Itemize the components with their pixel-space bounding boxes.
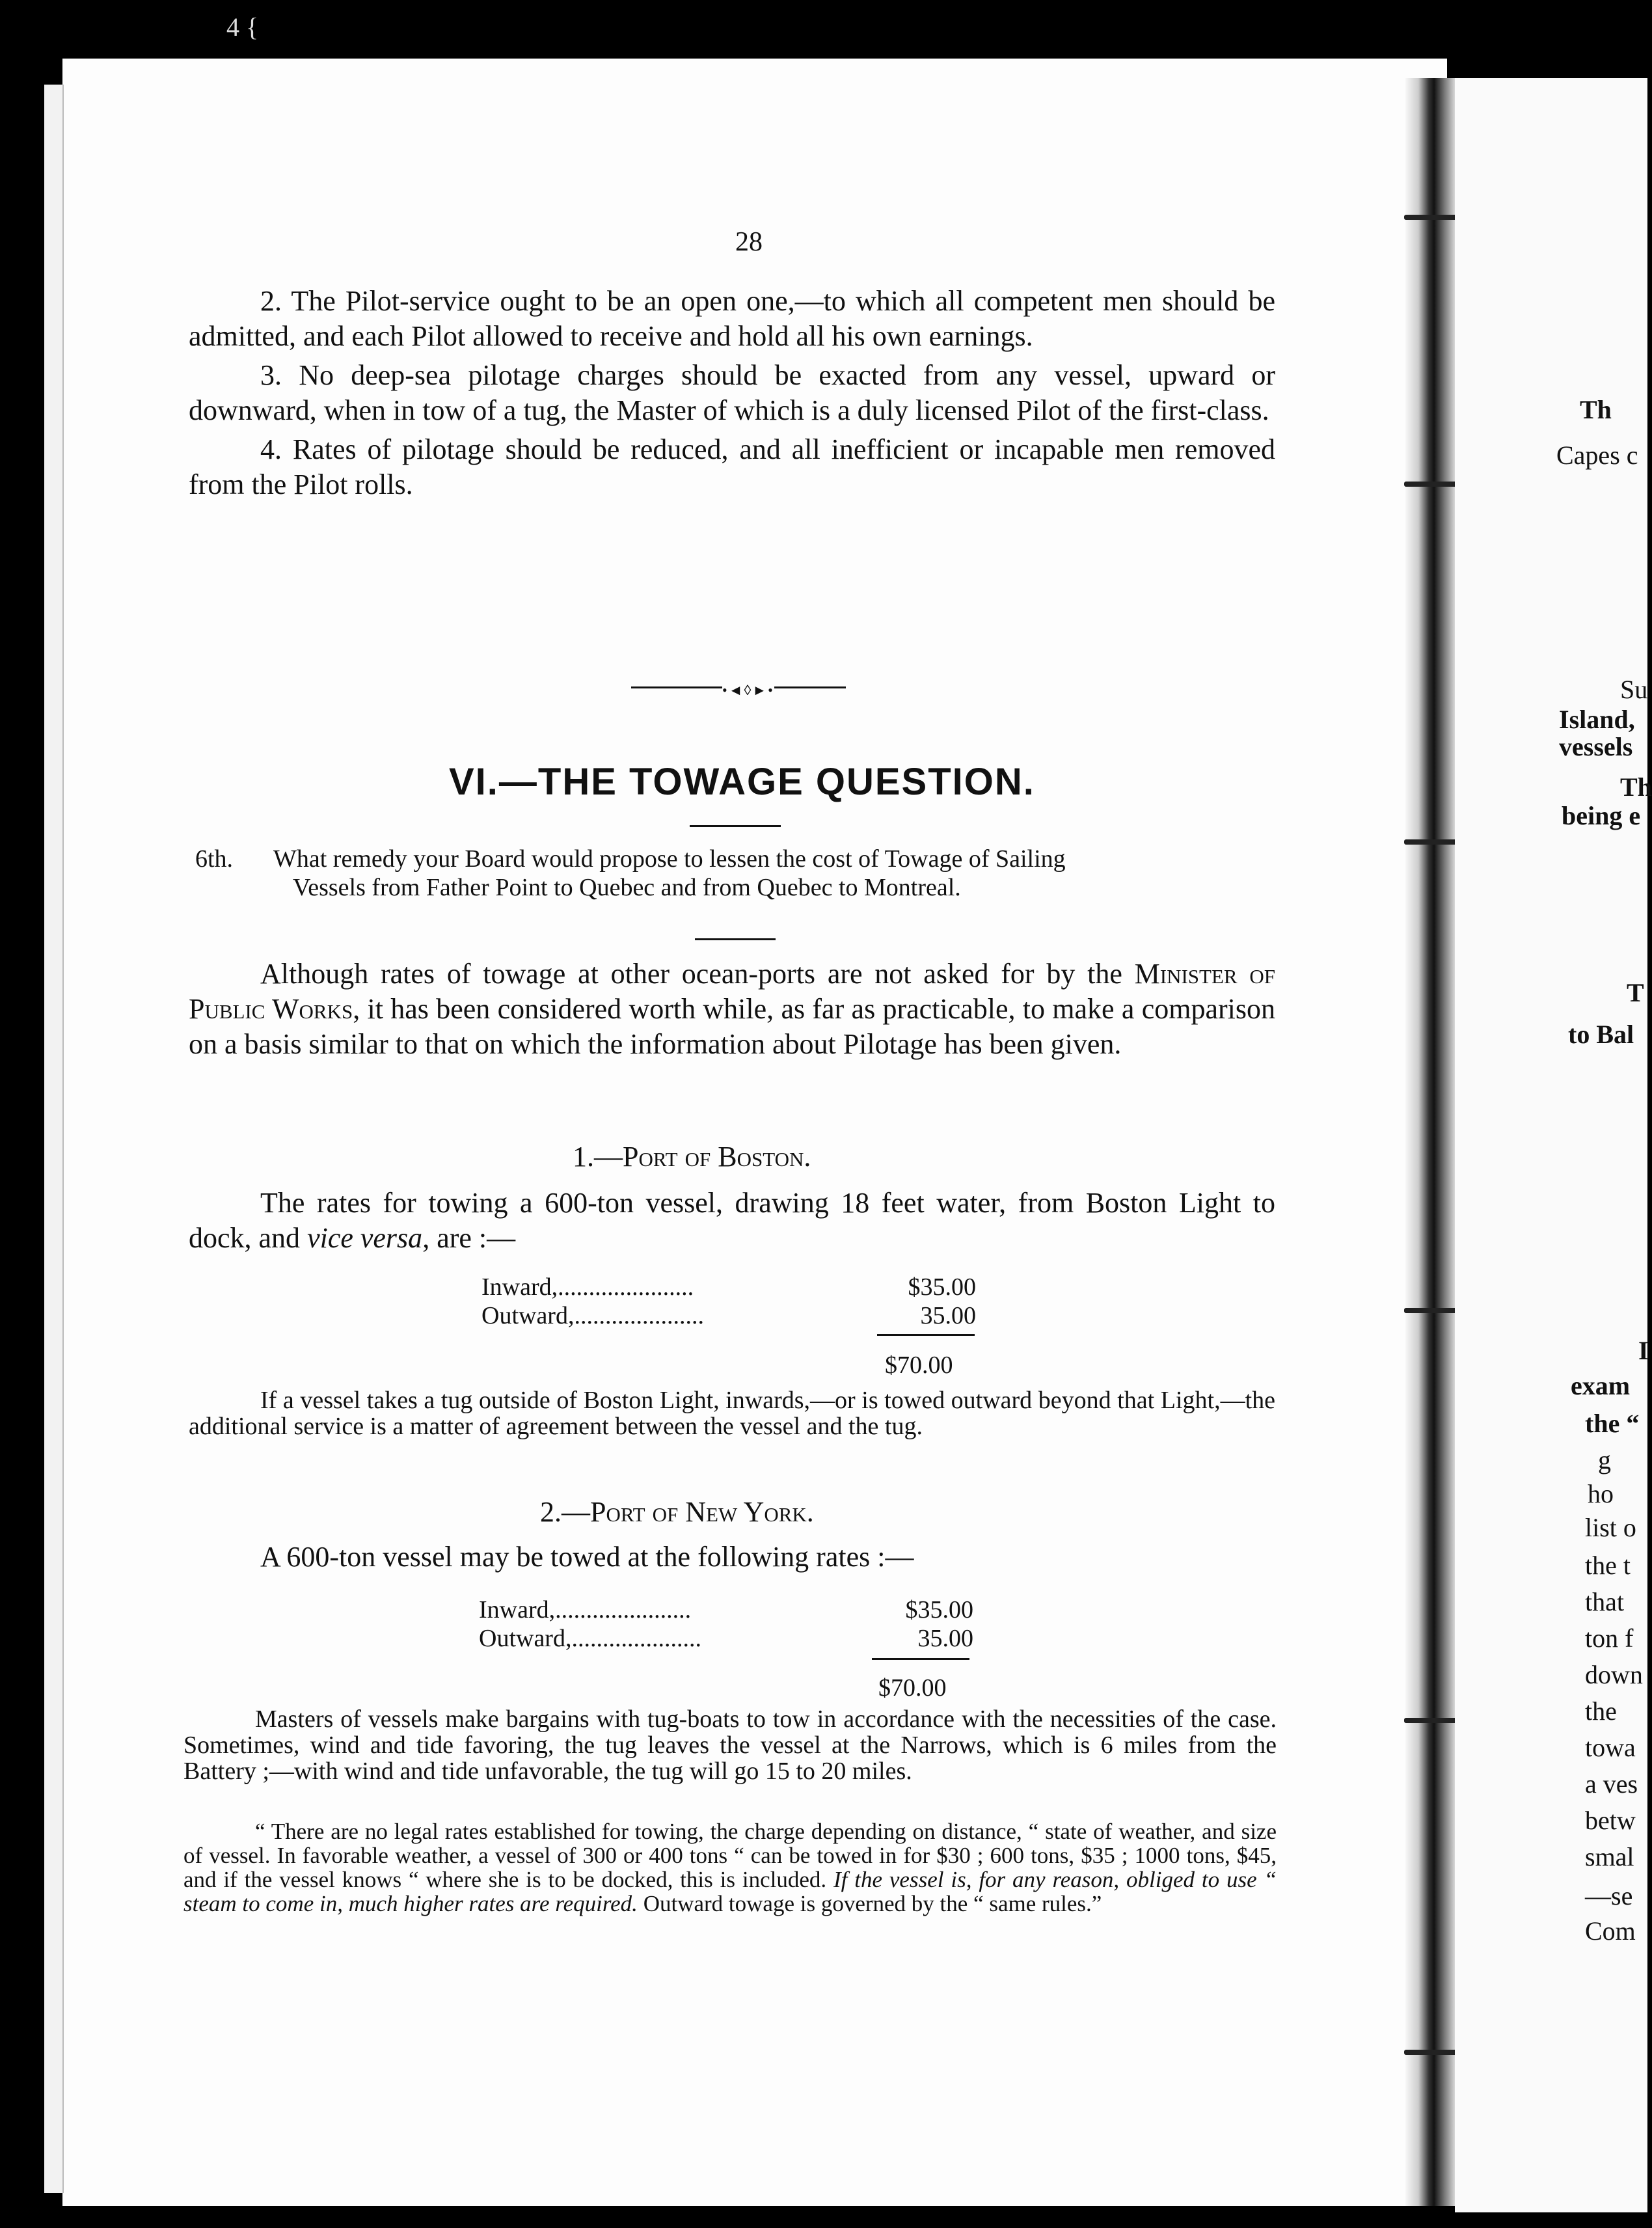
right-fragment: Com: [1585, 1916, 1636, 1946]
margin-specks: 4 {: [226, 12, 259, 42]
right-fragment: the t: [1585, 1551, 1631, 1580]
right-fragment: a ves: [1585, 1769, 1638, 1799]
rate-row-outward: Outward,..................... 35.00: [481, 1302, 976, 1329]
binding-stitch: [1404, 215, 1460, 220]
right-fragment: towa: [1585, 1733, 1636, 1762]
recommendations: [189, 284, 1275, 502]
right-fragment: g: [1598, 1445, 1611, 1474]
right-fragment: I: [1638, 1336, 1649, 1365]
quote-text-after: Outward towage is governed by the “ same rules.”: [637, 1891, 1102, 1916]
right-fragment: T: [1627, 978, 1644, 1007]
page-number: 28: [735, 227, 763, 257]
rate-row-inward: Inward,...................... $35.00: [481, 1273, 976, 1301]
right-fragment: —se: [1585, 1881, 1633, 1910]
rate-row-outward: Outward,..................... 35.00: [479, 1625, 973, 1652]
rate-row-inward: Inward,...................... $35.00: [479, 1596, 973, 1623]
minister-of-public-works: Minister of Public Works: [189, 958, 1275, 1025]
right-fragment: exam: [1571, 1371, 1631, 1400]
ornament-glyph: •◄◊►•: [722, 682, 774, 698]
newyork-note: Masters of vessels make bargains with tug-boats to tow in accordance with the necessities of the case. Sometimes, wind and tide favoring, the tug leaves the vessel at the Narrows, which is 6 miles from the Battery ;—with wind and tide unfavorable, the tug will go 15 to 20 miles.: [183, 1705, 1277, 1785]
binding-stitch: [1404, 1308, 1460, 1313]
newyork-quote: [183, 1819, 1277, 1916]
intro-text-before: Although rates of towage at other ocean-ports are not asked for by the: [260, 958, 1135, 990]
newyork-intro: A 600-ton vessel may be towed at the following rates :—: [260, 1541, 914, 1573]
title-rule: [690, 825, 781, 827]
boston-rates-table: [481, 1273, 976, 1330]
question-block: [195, 845, 1275, 902]
boston-text-before: The rates for towing a 600-ton vessel, drawing 18 feet water, from Boston Light to dock, and: [189, 1187, 1275, 1254]
question-line-1: What remedy your Board would propose to lessen the cost of Towage of Sailing: [273, 845, 1066, 873]
boston-sum-rule: [877, 1334, 975, 1336]
newyork-sum-rule: [872, 1658, 969, 1660]
right-fragment: Th: [1580, 395, 1612, 424]
binding-stitch: [1404, 2050, 1460, 2055]
right-fragment: ton f: [1585, 1623, 1634, 1653]
right-fragment: vessels: [1559, 732, 1633, 761]
right-fragment: Su: [1620, 675, 1648, 704]
boston-total: $70.00: [885, 1352, 953, 1379]
section-title: VI.—THE TOWAGE QUESTION.: [449, 761, 1035, 803]
binding-stitch: [1404, 839, 1460, 845]
right-fragment: the “: [1585, 1409, 1640, 1438]
recommendation-2: 2. The Pilot-service ought to be an open one,—to which all competent men should be admitted, and each Pilot allowed to receive and hold all his own earnings.: [189, 285, 1275, 352]
intro-text-after: , it has been considered worth while, as far as practicable, to make a comparison on a basis similar to that on which the information about Pilotage has been given.: [189, 993, 1275, 1060]
right-fragment: that: [1585, 1587, 1624, 1616]
quote-text-before: “ There are no legal rates established for towing, the charge depending on distance, “ state of weather, and size of vessel. In favorable weather, a vessel of 300 or 400 tons “ can be towed in for $30 ; 600 tons, $35 ; 1000 tons, $45, and if the vessel knows “ where she is to be docked, this is included.: [183, 1819, 1277, 1892]
binding-stitch: [1404, 482, 1460, 487]
right-fragment: Capes c: [1556, 441, 1638, 470]
question-rule: [695, 938, 776, 940]
recommendation-4: 4. Rates of pilotage should be reduced, and all inefficient or incapable men removed from the Pilot rolls.: [189, 433, 1275, 500]
right-fragment: Th: [1620, 772, 1652, 802]
right-fragment: to Bal: [1568, 1020, 1634, 1049]
book-gutter: [1405, 78, 1457, 2206]
boston-heading: 1.—Port of Boston.: [573, 1141, 811, 1173]
boston-intro: [189, 1186, 1275, 1256]
boston-note: If a vessel takes a tug outside of Boston Light, inwards,—or is towed outward beyond that Light,—the additional service is a matter of agreement between the vessel and the tug.: [189, 1387, 1275, 1440]
intro-paragraph: [189, 957, 1275, 1062]
vice-versa: vice versa: [307, 1222, 423, 1254]
question-number: 6th.: [195, 845, 234, 873]
right-fragment: down: [1585, 1660, 1643, 1689]
newyork-total: $70.00: [878, 1674, 947, 1702]
recommendation-3: 3. No deep-sea pilotage charges should be exacted from any vessel, upward or downward, when in tow of a tug, the Master of which is a duly licensed Pilot of the first-class.: [189, 359, 1275, 426]
boston-text-after: , are :—: [422, 1222, 516, 1254]
quote-italic: If the vessel is, for any reason, obliged to use “ steam to come in, much higher rates are required.: [183, 1867, 1277, 1916]
right-fragment: Island,: [1559, 705, 1635, 734]
right-fragment: being e: [1562, 801, 1641, 830]
right-fragment: the: [1585, 1696, 1617, 1726]
newyork-rates-table: [479, 1596, 973, 1653]
newyork-heading: 2.—Port of New York.: [540, 1496, 814, 1528]
binding-stitch: [1404, 1718, 1460, 1723]
right-fragment: ho: [1588, 1479, 1614, 1508]
right-fragment: list o: [1585, 1513, 1636, 1542]
section-ornament: [631, 682, 846, 698]
question-line-2: Vessels from Father Point to Quebec and from Quebec to Montreal.: [293, 874, 961, 901]
right-fragment: smal: [1585, 1842, 1634, 1871]
right-fragment: betw: [1585, 1806, 1636, 1835]
